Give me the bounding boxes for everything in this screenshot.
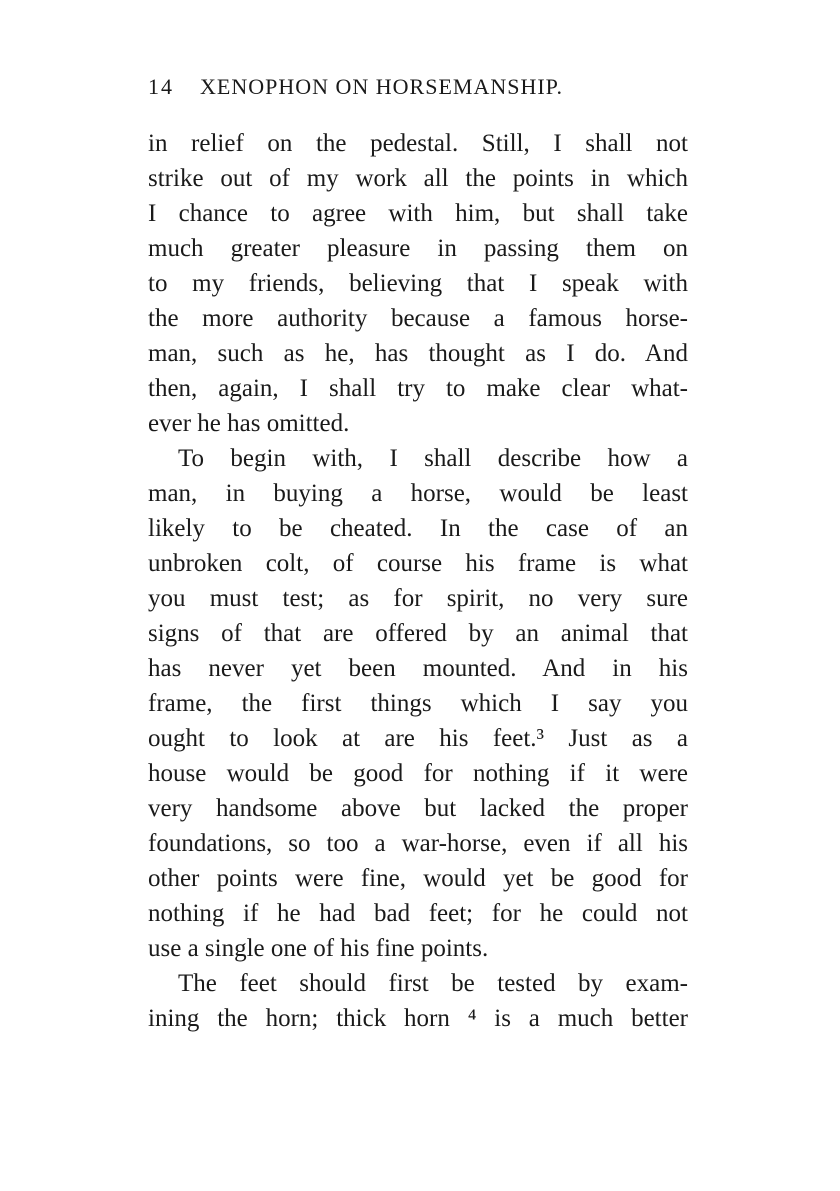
text-line: use a single one of his fine points. (148, 935, 489, 962)
text-line: ining the horn; thick horn ⁴ is a much better (148, 1005, 688, 1032)
text-line: likely to be cheated. In the case of an (148, 515, 688, 542)
paragraph-1 (148, 126, 688, 441)
text-line: nothing if he had bad feet; for he could not (148, 900, 688, 927)
text-line: frame, the first things which I say you (148, 690, 688, 717)
text-line: to my friends, believing that I speak with (148, 270, 688, 297)
text-line: the more authority because a famous horse- (148, 305, 688, 332)
text-line: I chance to agree with him, but shall take (148, 200, 688, 227)
text-line: other points were fine, would yet be good for (148, 865, 688, 892)
paragraph-3 (148, 966, 688, 1036)
body-text (148, 126, 688, 1036)
text-line: very handsome above but lacked the proper (148, 795, 688, 822)
page-number: 14 (148, 74, 174, 99)
text-line: ought to look at are his feet.³ Just as a (148, 725, 688, 752)
text-line: unbroken colt, of course his frame is what (148, 550, 688, 577)
paragraph-2 (148, 441, 688, 966)
running-head (148, 74, 708, 104)
text-line: then, again, I shall try to make clear what- (148, 375, 688, 402)
text-line: strike out of my work all the points in which (148, 165, 688, 192)
text-line: man, in buying a horse, would be least (148, 480, 688, 507)
text-line: man, such as he, has thought as I do. And (148, 340, 688, 367)
text-line: much greater pleasure in passing them on (148, 235, 688, 262)
running-title: XENOPHON ON HORSEMANSHIP. (200, 74, 563, 99)
text-line: The feet should first be tested by exam- (178, 970, 688, 997)
text-line: you must test; as for spirit, no very sure (148, 585, 688, 612)
text-line: foundations, so too a war-horse, even if all his (148, 830, 688, 857)
text-line: has never yet been mounted. And in his (148, 655, 688, 682)
text-line: ever he has omitted. (148, 410, 350, 437)
text-line: in relief on the pedestal. Still, I shall not (148, 130, 688, 157)
text-line: house would be good for nothing if it were (148, 760, 688, 787)
text-line: signs of that are offered by an animal that (148, 620, 688, 647)
text-line: To begin with, I shall describe how a (178, 445, 688, 472)
